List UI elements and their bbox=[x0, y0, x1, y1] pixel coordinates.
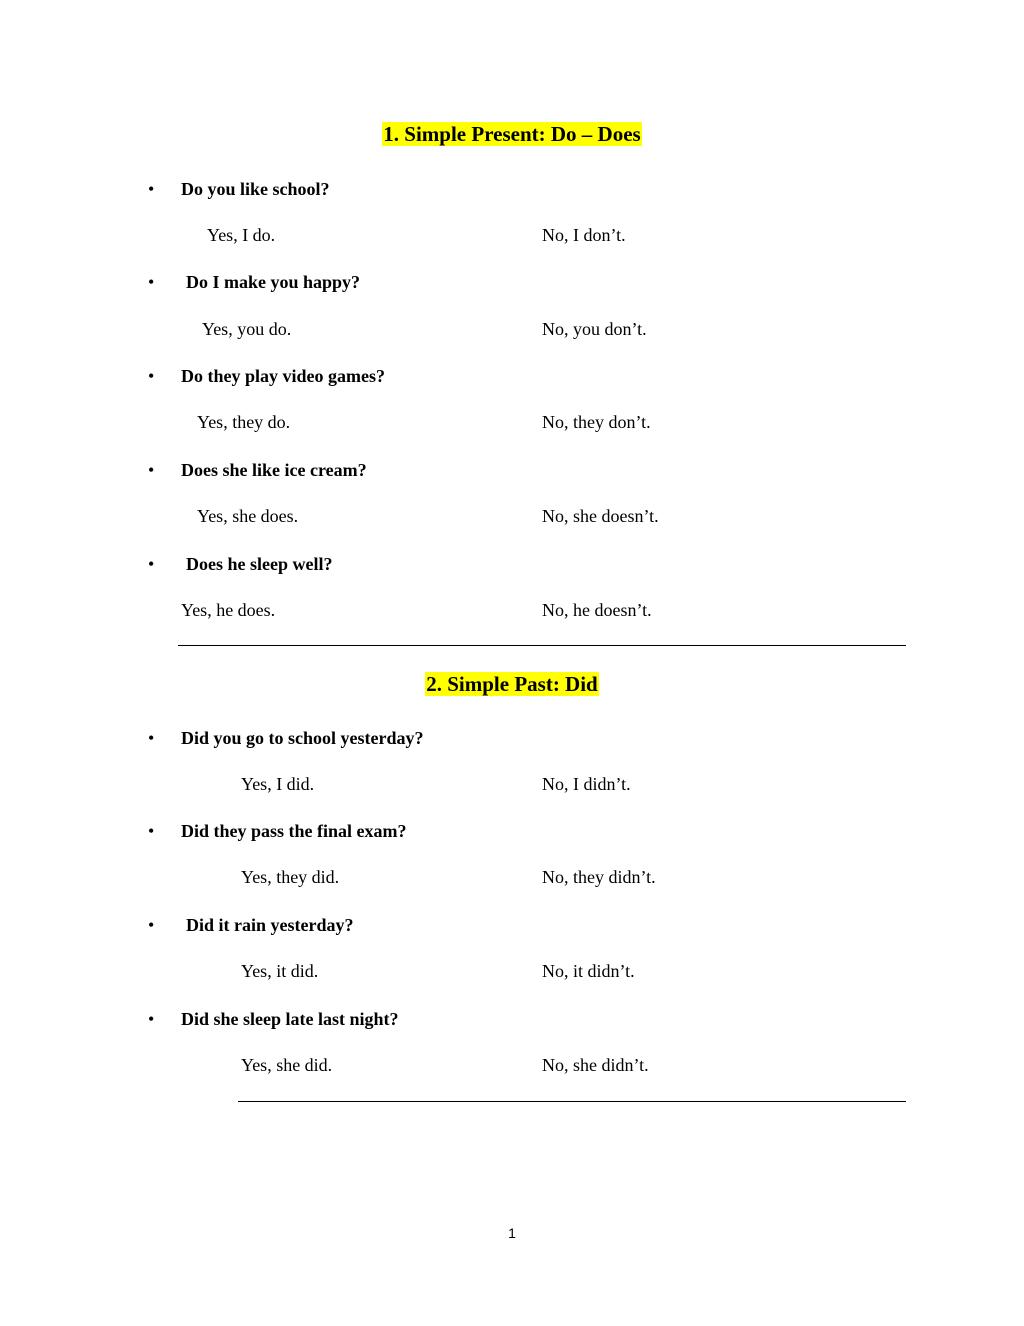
section2-title bbox=[0, 671, 1024, 697]
question-text: Do I make you happy? bbox=[186, 272, 361, 292]
bullet-point: • bbox=[148, 460, 155, 480]
question-text: Does she like ice cream? bbox=[181, 460, 367, 480]
page-number: 1 bbox=[508, 1225, 516, 1241]
section1-divider bbox=[178, 645, 906, 646]
answer-yes: Yes, she did. bbox=[241, 1055, 333, 1075]
section1-title bbox=[0, 121, 1024, 147]
bullet-point: • bbox=[148, 179, 155, 199]
answer-no: No, they don’t. bbox=[542, 412, 651, 432]
question-text: Did you go to school yesterday? bbox=[181, 728, 424, 748]
bullet-point: • bbox=[148, 272, 155, 292]
answer-no: No, she didn’t. bbox=[542, 1055, 649, 1075]
section2-title-text: 2. Simple Past: Did bbox=[426, 672, 598, 696]
bullet-point: • bbox=[148, 554, 155, 574]
question-text: Do you like school? bbox=[181, 179, 330, 199]
answer-yes: Yes, it did. bbox=[241, 961, 319, 981]
answer-no: No, she doesn’t. bbox=[542, 506, 659, 526]
answer-yes: Yes, you do. bbox=[202, 319, 292, 339]
bullet-point: • bbox=[148, 915, 155, 935]
question-text: Do they play video games? bbox=[181, 366, 385, 386]
answer-yes: Yes, she does. bbox=[197, 506, 299, 526]
question-text: Does he sleep well? bbox=[186, 554, 333, 574]
answer-no: No, it didn’t. bbox=[542, 961, 635, 981]
answer-yes: Yes, they do. bbox=[197, 412, 291, 432]
bullet-point: • bbox=[148, 821, 155, 841]
section2-divider bbox=[238, 1101, 906, 1102]
question-text: Did it rain yesterday? bbox=[186, 915, 354, 935]
answer-yes: Yes, I do. bbox=[207, 225, 276, 245]
answer-yes: Yes, they did. bbox=[241, 867, 340, 887]
answer-no: No, they didn’t. bbox=[542, 867, 656, 887]
bullet-point: • bbox=[148, 366, 155, 386]
bullet-point: • bbox=[148, 1009, 155, 1029]
answer-no: No, I didn’t. bbox=[542, 774, 631, 794]
answer-yes: Yes, I did. bbox=[241, 774, 315, 794]
question-text: Did she sleep late last night? bbox=[181, 1009, 399, 1029]
question-text: Did they pass the final exam? bbox=[181, 821, 407, 841]
answer-no: No, I don’t. bbox=[542, 225, 626, 245]
answer-no: No, he doesn’t. bbox=[542, 600, 652, 620]
bullet-point: • bbox=[148, 728, 155, 748]
section1-title-text: 1. Simple Present: Do – Does bbox=[383, 122, 641, 146]
answer-yes: Yes, he does. bbox=[181, 600, 276, 620]
answer-no: No, you don’t. bbox=[542, 319, 647, 339]
